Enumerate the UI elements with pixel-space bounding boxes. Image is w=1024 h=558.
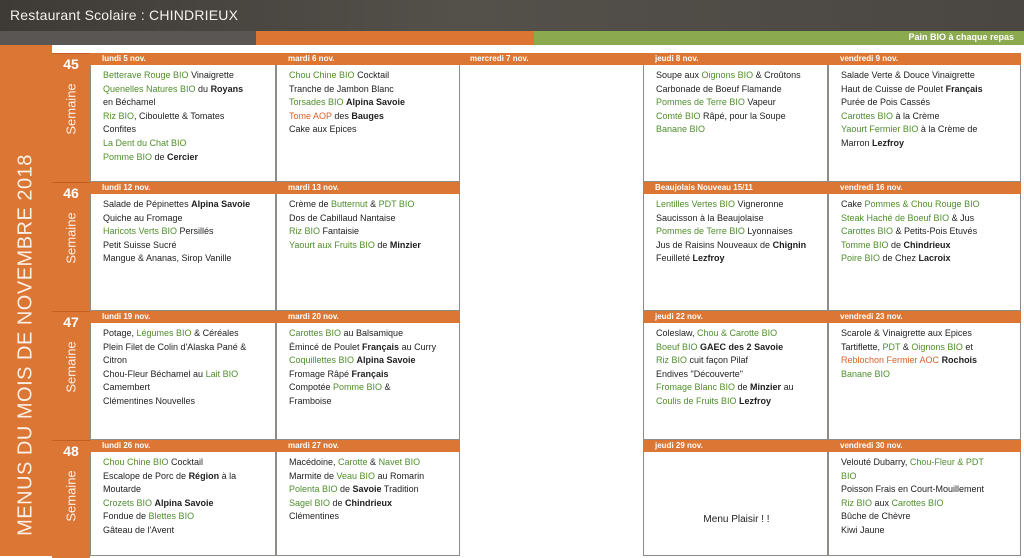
menu-text: à la: [219, 470, 237, 481]
menu-text: Soupe aux: [656, 70, 702, 80]
menu-line: [841, 69, 1016, 83]
menu-line: [103, 83, 271, 97]
menu-text: Velouté Dubarry,: [841, 457, 910, 467]
menu-line: [841, 341, 1016, 355]
menu-text: Tomme BIO: [841, 239, 889, 250]
menu-text: Poire BIO: [841, 253, 881, 264]
menu-line: [289, 69, 455, 83]
menu-text: Petit Suisse Sucré: [103, 239, 177, 250]
menu-text: en Béchamel: [103, 97, 156, 108]
menu-line: [656, 123, 823, 137]
menu-text: Vigneronne: [735, 199, 784, 209]
menu-text: Framboise: [289, 395, 332, 406]
menu-text: Lyonnaises: [744, 226, 793, 237]
menu-text: Camembert: [103, 382, 151, 393]
menu-text: Lezfroy: [872, 137, 905, 148]
menu-text: Bûche de Chèvre: [841, 511, 911, 522]
day-menu: [643, 323, 828, 440]
menu-text: Pomme BIO: [333, 382, 383, 393]
menu-line: [103, 123, 271, 137]
week-cell: [52, 311, 90, 442]
menu-line: [289, 83, 455, 97]
menu-text: Navet BIO: [378, 457, 421, 467]
menu-text: Fromage Râpé: [289, 368, 352, 379]
menu-line: [289, 510, 455, 524]
menu-text: Scarole & Vinaigrette aux Epices: [841, 328, 972, 338]
menu-line: [103, 137, 271, 151]
menu-text: Purée de Pois Cassés: [841, 97, 931, 108]
day-header: lundi 12 nov.: [90, 182, 276, 194]
menu-text: de: [152, 151, 168, 162]
day-menu: [828, 452, 1021, 556]
menu-line: [841, 327, 1016, 341]
day-menu: [643, 65, 828, 182]
menu-text: Carottes BIO: [289, 328, 342, 338]
day-menu: [828, 323, 1021, 440]
menu-line: [841, 96, 1016, 110]
menu-text: Potage,: [103, 328, 137, 338]
menu-text: Comté BIO: [656, 110, 701, 121]
menu-text: Pommes & Chou Rouge BIO: [864, 199, 980, 209]
menu-text: Lezfroy: [739, 395, 772, 406]
menu-text: Betterave Rouge BIO: [103, 70, 189, 80]
menu-text: Riz BIO: [289, 226, 321, 237]
menu-text: Rochois: [941, 355, 978, 366]
menu-text: Poisson Frais en Court-Mouillement: [841, 484, 985, 495]
menu-text: Carbonade de Boeuf Flamande: [656, 83, 782, 94]
menu-text: au Balsamique: [341, 328, 404, 338]
week-number: 45: [63, 56, 79, 72]
menu-text: Saucisson à la Beaujolaise: [656, 212, 764, 223]
menu-text: Quenelles Natures BIO: [103, 83, 196, 94]
menu-text: de: [330, 497, 346, 508]
menu-line: [103, 381, 271, 395]
menu-line: [289, 110, 455, 124]
menu-line: [656, 327, 823, 341]
menu-text: Pommes de Terre BIO: [656, 97, 745, 108]
menu-text: Yaourt aux Fruits BIO: [289, 239, 375, 250]
band-grey: [0, 31, 256, 45]
menu-text: Alpina Savoie: [346, 97, 406, 108]
header-bar: [0, 0, 1024, 31]
menu-text: Tranche de Jambon Blanc: [289, 83, 394, 94]
day-header: vendredi 9 nov.: [828, 53, 1021, 65]
menu-text: Carottes BIO: [891, 497, 944, 508]
menu-line: [289, 456, 455, 470]
wednesday-column: [460, 53, 643, 556]
menu-text: Pomme BIO: [103, 151, 153, 162]
menu-text: Coleslaw,: [656, 328, 698, 338]
menu-text: Torsades BIO: [289, 97, 344, 108]
menu-text: Riz BIO: [841, 497, 873, 508]
menu-line: [656, 69, 823, 83]
menu-text: Crozets BIO: [103, 497, 153, 508]
menu-text: Banane BIO: [841, 368, 891, 379]
week-number: 46: [63, 185, 79, 201]
menu-text: Pommes de Terre BIO: [656, 226, 745, 237]
menu-text: Chindrieux: [345, 497, 393, 508]
menu-line: [103, 198, 271, 212]
menu-text: Chou-Fleur Béchamel au: [103, 368, 206, 379]
menu-line: [656, 368, 823, 382]
menu-text: Vinaigrette: [188, 70, 234, 80]
day-menu: [828, 194, 1021, 311]
menu-line: [656, 212, 823, 226]
menu-text: Région: [188, 470, 220, 481]
menu-text: au Curry: [399, 341, 437, 352]
color-band: [0, 31, 1024, 45]
menu-text: Chou Chine: [289, 70, 340, 80]
menu-line: [289, 212, 455, 226]
day-header: vendredi 16 nov.: [828, 182, 1021, 194]
menu-line: [841, 483, 1016, 497]
menu-text: GAEC des 2 Savoie: [700, 341, 784, 352]
day-menu: [276, 323, 460, 440]
menu-line: [656, 96, 823, 110]
day-header: lundi 26 nov.: [90, 440, 276, 452]
menu-text: Haricots Verts BIO: [103, 226, 178, 237]
menu-line: [103, 327, 271, 341]
menu-text: de: [735, 382, 751, 393]
menu-text: BIO: [339, 70, 355, 80]
menu-line: [103, 395, 271, 409]
menu-text: La Dent du Chat BIO: [103, 137, 187, 148]
menu-text: Fromage Blanc BIO: [656, 382, 736, 393]
menu-text: & Croûtons: [753, 70, 801, 80]
day-menu: [276, 452, 460, 556]
menu-text: Chignin: [772, 239, 807, 250]
menu-line: [656, 225, 823, 239]
menu-text: Confites: [103, 124, 137, 135]
page-title: Restaurant Scolaire : CHINDRIEUX: [10, 7, 239, 23]
day-header: vendredi 23 nov.: [828, 311, 1021, 323]
month-title: MENUS DU MOIS DE NOVEMBRE 2018: [14, 154, 37, 536]
menu-text: Chou & Carotte BIO: [697, 328, 778, 338]
menu-line: [103, 524, 271, 538]
menu-text: &: [367, 457, 379, 467]
week-cell: [52, 53, 90, 184]
menu-line: [289, 483, 455, 497]
menu-line: [103, 252, 271, 266]
menu-text: Haut de Cuisse de Poulet: [841, 83, 946, 94]
menu-line: [656, 83, 823, 97]
menu-text: Riz BIO: [103, 110, 135, 121]
menu-text: Cocktail: [168, 457, 204, 467]
menu-line: [656, 341, 823, 355]
band-orange: [256, 31, 534, 45]
menu-line: [103, 341, 271, 355]
menu-text: Compotée: [289, 382, 334, 393]
menu-line: [103, 470, 271, 484]
menu-text: Chou-Fleur & PDT: [909, 457, 984, 467]
day-menu: [276, 194, 460, 311]
menu-line: [841, 354, 1016, 368]
menu-text: cuit façon Pilaf: [687, 355, 749, 366]
menu-text: Tradition: [381, 484, 419, 495]
menu-text: Reblochon Fermier AOC: [841, 355, 940, 366]
menu-text: du: [195, 83, 211, 94]
menu-text: & Céréales: [191, 328, 239, 338]
menu-text: Minzier: [389, 239, 421, 250]
menu-text: Lacroix: [918, 253, 951, 264]
menu-text: Cake aux Epices: [289, 124, 357, 135]
menu-text: Macédoine,: [289, 457, 339, 467]
week-label: Semaine: [63, 470, 79, 522]
menu-text: de: [337, 484, 353, 495]
menu-text: Marron: [841, 137, 873, 148]
menu-text: au Romarin: [375, 470, 425, 481]
menu-text: Tome AOP: [289, 110, 332, 121]
menu-text: Vapeur: [744, 97, 776, 108]
menu-text: Français: [362, 341, 400, 352]
menu-text: Gâteau de l'Avent: [103, 524, 175, 535]
menu-line: [841, 456, 1016, 470]
menu-line: [103, 497, 271, 511]
menu-text: Quiche au Fromage: [103, 212, 183, 223]
menu-line: [841, 252, 1016, 266]
menu-text: Marmite de: [289, 470, 337, 481]
menu-line: [289, 198, 455, 212]
menu-text: Dos de Cabillaud Nantaise: [289, 212, 396, 223]
menu-text: au: [781, 382, 794, 393]
menu-text: Carottes BIO: [841, 110, 894, 121]
menu-text: Alpina Savoie: [191, 199, 251, 209]
menu-line: [103, 456, 271, 470]
menu-text: Plein Filet de Colin d'Alaska Pané &: [103, 341, 247, 352]
menu-line: [841, 212, 1016, 226]
menu-text: de: [888, 239, 904, 250]
menu-text: Steak Haché de Boeuf BIO: [841, 212, 950, 223]
menu-text: Clémentines Nouvelles: [103, 395, 196, 406]
menu-line: [289, 96, 455, 110]
menu-line: [289, 123, 455, 137]
menu-text: de Chez: [880, 253, 919, 264]
menu-text: Français: [351, 368, 389, 379]
menu-line: [841, 368, 1016, 382]
menu-line: [841, 198, 1016, 212]
day-header: jeudi 22 nov.: [643, 311, 828, 323]
menu-text: Tartiflette,: [841, 341, 883, 352]
menu-line: [656, 198, 823, 212]
menu-line: [289, 327, 455, 341]
bread-note: Pain BIO à chaque repas: [908, 32, 1014, 42]
menu-text: Lait BIO: [205, 368, 239, 379]
menu-text: &: [382, 382, 391, 393]
week-cell: [52, 440, 90, 558]
menu-line: [103, 69, 271, 83]
menu-line: [841, 83, 1016, 97]
menu-text: Oignons BIO: [911, 341, 963, 352]
menu-text: Savoie: [352, 484, 382, 495]
day-menu: [828, 65, 1021, 182]
menu-text: Oignons BIO: [701, 70, 754, 80]
day-menu: [643, 194, 828, 311]
menu-text: Carotte: [338, 457, 368, 467]
day-header: vendredi 30 nov.: [828, 440, 1021, 452]
menu-text: Français: [945, 83, 983, 94]
menu-line: [841, 510, 1016, 524]
day-menu: [276, 65, 460, 182]
menu-text: Salade de Pépinettes: [103, 199, 192, 209]
menu-line: [656, 354, 823, 368]
menu-line: [656, 110, 823, 124]
menu-text: Mangue & Ananas, Sirop Vanille: [103, 253, 232, 264]
menu-text: BIO: [841, 470, 857, 481]
menu-line: [656, 239, 823, 253]
menu-line: [103, 151, 271, 165]
day-header: lundi 5 nov.: [90, 53, 276, 65]
menu-line: [103, 510, 271, 524]
menu-line: [289, 395, 455, 409]
menu-line: [841, 110, 1016, 124]
menu-text: de: [374, 239, 390, 250]
menu-text: PDT: [882, 341, 901, 352]
menu-text: Clémentines: [289, 511, 340, 522]
menu-text: Banane BIO: [656, 124, 706, 135]
menu-line: [841, 524, 1016, 538]
day-menu: [90, 65, 276, 182]
menu-line: [841, 470, 1016, 484]
day-header: jeudi 8 nov.: [643, 53, 828, 65]
menu-text: Butternut: [331, 199, 368, 209]
menu-plaisir: Menu Plaisir ! !: [703, 514, 770, 525]
menu-text: Coulis de Fruits BIO: [656, 395, 737, 406]
menu-text: Minzier: [750, 382, 782, 393]
menu-line: [289, 381, 455, 395]
menu-line: [103, 483, 271, 497]
side-panel: [0, 45, 52, 556]
week-label: Semaine: [63, 83, 79, 135]
menu-text: Riz BIO: [656, 355, 688, 366]
menu-text: Coquillettes BIO: [289, 355, 355, 366]
menu-line: [103, 225, 271, 239]
menu-text: Lezfroy: [692, 253, 725, 264]
menu-text: Cake: [841, 199, 865, 209]
menu-text: Râpé, pour la Soupe: [700, 110, 786, 121]
menu-line: [656, 381, 823, 395]
menu-text: Veau BIO: [336, 470, 376, 481]
day-menu: [90, 194, 276, 311]
menu-text: des: [331, 110, 352, 121]
week-label: Semaine: [63, 212, 79, 264]
menu-text: à la Crème de: [918, 124, 978, 135]
menu-line: [103, 110, 271, 124]
menu-line: [103, 212, 271, 226]
day-header: lundi 19 nov.: [90, 311, 276, 323]
menu-text: &: [367, 199, 379, 209]
menu-line: [841, 123, 1016, 137]
menu-text: Endives "Découverte": [656, 368, 743, 379]
week-label: Semaine: [63, 341, 79, 393]
week-number: 48: [63, 443, 79, 459]
menu-text: & Jus: [949, 212, 975, 223]
menu-text: Fondue de: [103, 511, 149, 522]
menu-line: [289, 239, 455, 253]
menu-line: [841, 497, 1016, 511]
menu-line: [103, 354, 271, 368]
day-header: mardi 20 nov.: [276, 311, 460, 323]
menu-text: Yaourt Fermier BIO: [841, 124, 919, 135]
day-header: mardi 27 nov.: [276, 440, 460, 452]
menu-text: Chou Chine BIO: [103, 457, 169, 467]
menu-text: Boeuf BIO: [656, 341, 698, 352]
menu-line: [656, 252, 823, 266]
menu-text: Feuilleté: [656, 253, 693, 264]
menu-line: [289, 368, 455, 382]
menu-text: Bauges: [351, 110, 384, 121]
day-menu: [643, 452, 828, 556]
menu-text: Fantaisie: [320, 226, 360, 237]
menu-text: Alpina Savoie: [154, 497, 214, 508]
menu-text: PDT BIO: [378, 199, 415, 209]
menu-line: [841, 239, 1016, 253]
menu-text: Moutarde: [103, 484, 142, 495]
menu-text: &: [900, 341, 912, 352]
menu-text: Chindrieux: [903, 239, 951, 250]
wednesday-header: mercredi 7 nov.: [460, 53, 643, 65]
menu-line: [289, 225, 455, 239]
menu-text: Citron: [103, 355, 128, 366]
menu-text: Alpina Savoie: [356, 355, 416, 366]
menu-line: [841, 137, 1016, 151]
day-header: mardi 13 nov.: [276, 182, 460, 194]
day-header: mardi 6 nov.: [276, 53, 460, 65]
day-header: Beaujolais Nouveau 15/11: [643, 182, 828, 194]
menu-text: Escalope de Porc de: [103, 470, 189, 481]
day-header: jeudi 29 nov.: [643, 440, 828, 452]
menu-line: [289, 341, 455, 355]
menu-text: , Ciboulette & Tomates: [134, 110, 225, 121]
menu-line: [103, 96, 271, 110]
day-menu: [90, 452, 276, 556]
menu-line: [289, 354, 455, 368]
menu-text: Blettes BIO: [148, 511, 195, 522]
menu-text: à la Crème: [893, 110, 940, 121]
menu-text: Salade Verte & Douce Vinaigrette: [841, 70, 975, 80]
menu-text: Carottes BIO: [841, 226, 894, 237]
menu-text: Légumes BIO: [136, 328, 192, 338]
menu-line: [841, 225, 1016, 239]
menu-text: Crème de: [289, 199, 332, 209]
menu-text: Kiwi Jaune: [841, 524, 885, 535]
menu-text: Cercier: [167, 151, 199, 162]
menu-text: Persillés: [177, 226, 214, 237]
menu-text: & Petits-Pois Etuvés: [893, 226, 978, 237]
menu-text: Jus de Raisins Nouveaux de: [656, 239, 773, 250]
menu-text: Polenta BIO: [289, 484, 338, 495]
menu-line: [656, 395, 823, 409]
week-number: 47: [63, 314, 79, 330]
menu-text: et: [962, 341, 973, 352]
menu-text: Émincé de Poulet: [289, 341, 363, 352]
menu-line: [289, 497, 455, 511]
menu-text: aux: [872, 497, 892, 508]
menu-text: Lentilles Vertes BIO: [656, 199, 736, 209]
menu-line: [289, 470, 455, 484]
menu-line: [103, 239, 271, 253]
day-menu: [90, 323, 276, 440]
menu-text: Sagel BIO: [289, 497, 331, 508]
menu-text: Royans: [210, 83, 244, 94]
week-cell: [52, 182, 90, 313]
menu-text: Cocktail: [354, 70, 390, 80]
menu-line: [103, 368, 271, 382]
